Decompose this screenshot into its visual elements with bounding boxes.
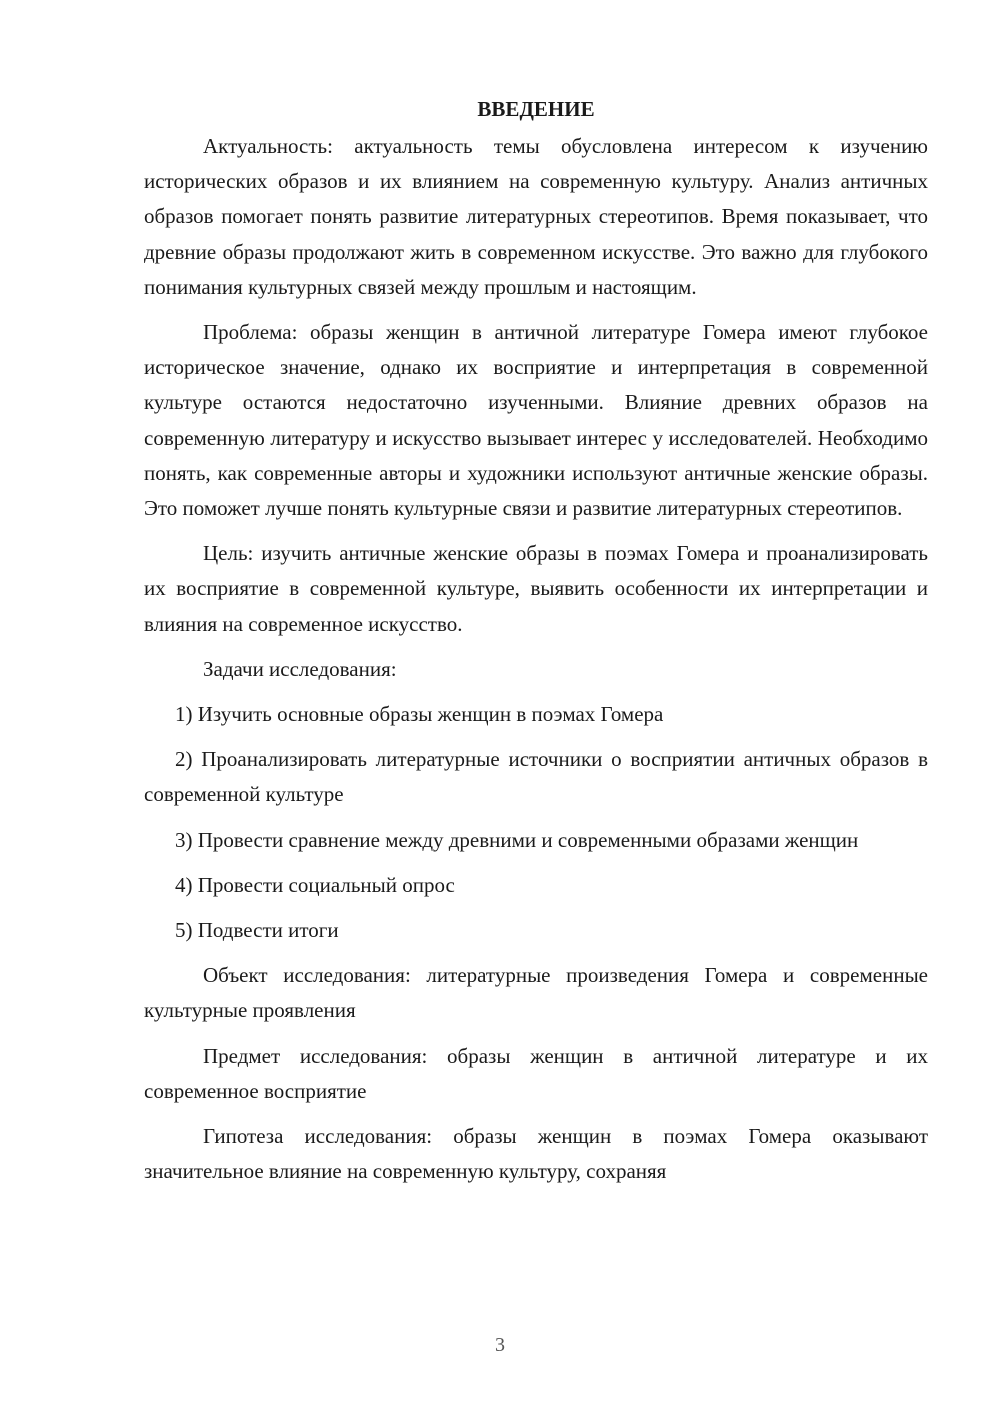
task-item-4: 4) Провести социальный опрос <box>175 872 455 897</box>
page-number: 3 <box>495 1334 505 1356</box>
tasks-heading: Задачи исследования: <box>203 656 397 681</box>
task-item-5: 5) Подвести итоги <box>175 918 339 943</box>
page-title: ВВЕДЕНИЕ <box>477 97 595 121</box>
paragraph-subject: Предмет исследования: образы женщин в античной литературе и их современное восприятие <box>144 1043 928 1103</box>
paragraph-hypothesis: Гипотеза исследования: образы женщин в поэмах Гомера оказывают значительное влияние на современную культуру, сохраняя <box>144 1124 928 1184</box>
task-item-2: 2) Проанализировать литературные источники о восприятии античных образов в современной культуре <box>144 747 928 807</box>
paragraph-problem: Проблема: образы женщин в античной литературе Гомера имеют глубокое историческое значение, однако их восприятие и интерпретация в современной культуре остаются недостаточно изученными. Влияние древних образов на современную литературу и искусство вызывает интерес у исследователей. Необходимо понять, как современные авторы и художники используют античные женские образы. Это поможет лучше понять культурные связи и развитие литературных стереотипов. <box>144 320 928 521</box>
paragraph-goal: Цель: изучить античные женские образы в поэмах Гомера и проанализировать их восприятие в современной культуре, выявить особенности их интерпретации и влияния на современное искусство. <box>144 541 928 636</box>
task-item-3: 3) Провести сравнение между древними и современными образами женщин <box>175 827 859 852</box>
document-page <box>144 92 928 1199</box>
task-item-1: 1) Изучить основные образы женщин в поэмах Гомера <box>175 702 664 727</box>
paragraph-relevance: Актуальность: актуальность темы обусловлена интересом к изучению исторических образов и их влиянием на современную культуру. Анализ античных образов помогает понять развитие литературных стереотипов. Время показывает, что древние образы продолжают жить в современном искусстве. Это важно для глубокого понимания культурных связей между прошлым и настоящим. <box>144 134 928 299</box>
paragraph-object: Объект исследования: литературные произведения Гомера и современные культурные проявления <box>144 963 928 1023</box>
